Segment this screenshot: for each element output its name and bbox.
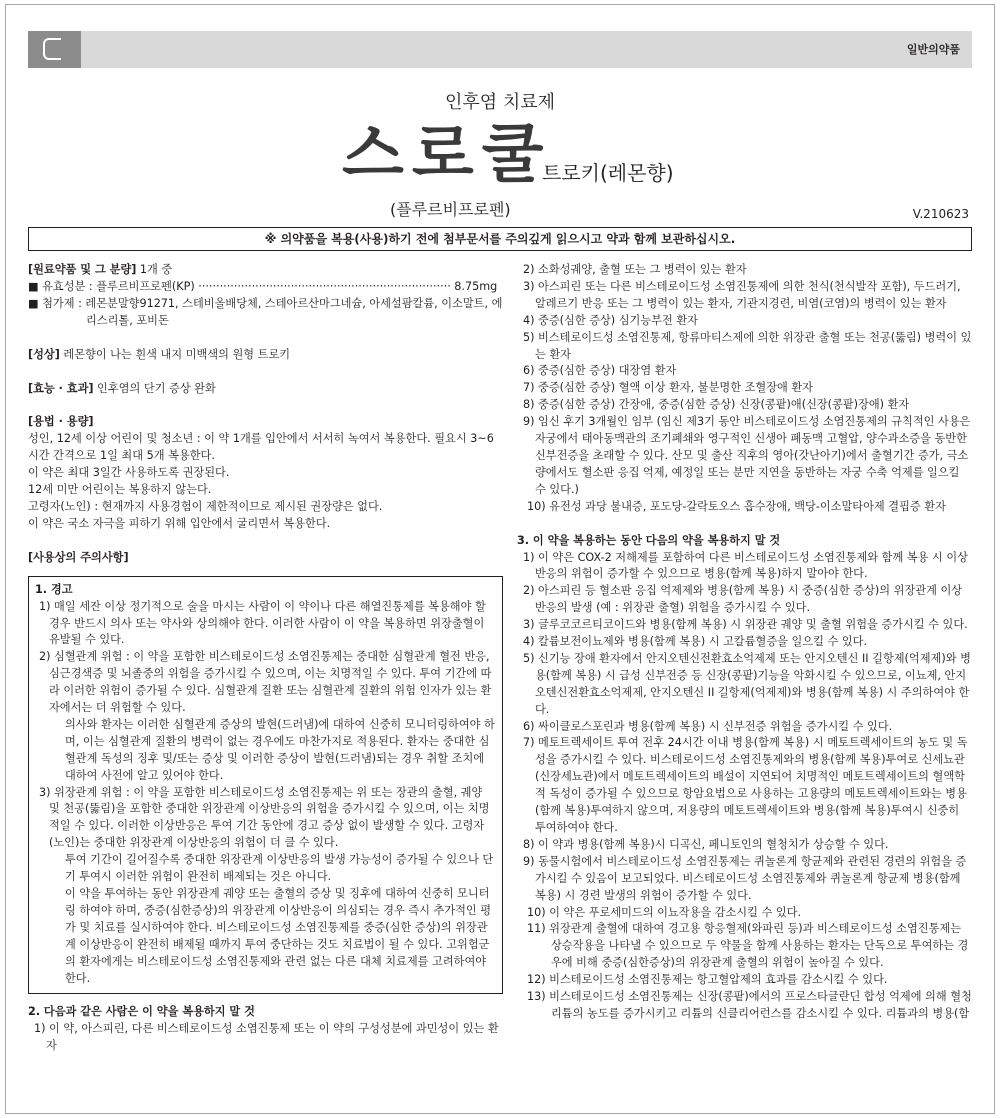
properties-line bbox=[28, 347, 503, 364]
contraindication-item: 10) 유전성 과당 불내증, 포도당-갈락토오스 흡수장애, 백당-이소말타아제 결핍증 환자 bbox=[527, 499, 946, 513]
warning-item: 1) 매일 세잔 이상 정기적으로 술을 마시는 사람이 이 약이나 다른 해열진통제를 복용해야 할 경우 반드시 의사 또는 약사와 상의해야 한다. 이러한 사람이 이 약을 복용하면 위장출혈이 유발될 수 있다. bbox=[39, 599, 486, 647]
dosage-line: 이 약은 최대 3일간 사용하도록 권장된다. bbox=[28, 466, 230, 480]
interaction-item: 8) 이 약과 병용(함께 복용)시 디곡신, 페니토인의 혈청치가 상승할 수 있다. bbox=[523, 837, 889, 851]
dosage-line: 이 약은 국소 자극을 피하기 위해 입안에서 굴리면서 복용한다. bbox=[28, 516, 331, 530]
dosage-heading: [용법 · 용량] bbox=[28, 415, 94, 429]
interaction-item: 13) 비스테로이드성 소염진통제는 신장(콩팥)에서의 프로스타글란딘 합성 억제에 의해 혈청 리튬의 농도를 증가시키고 리튬의 신클리어런스를 감소시킬 수 있다. 리튬과의 병용(함 bbox=[527, 990, 972, 1020]
contraindication-item: 4) 중증(심한 증상) 심기능부전 환자 bbox=[523, 313, 698, 327]
composition-heading-line bbox=[28, 262, 503, 279]
storage-notice: ※ 의약품을 복용(사용)하기 전에 첨부문서를 주의깊게 읽으시고 약과 함께 보관하십시오. bbox=[28, 227, 972, 251]
title-row bbox=[0, 115, 1000, 195]
properties-text: 레몬향이 나는 흰색 내지 미백색의 원형 트로키 bbox=[59, 347, 291, 361]
product-subtitle: 인후염 치료제 bbox=[444, 92, 556, 113]
interaction-item: 6) 싸이클로스포린과 병용(함께 복용) 시 신부전증 위험을 증가시킬 수 있다. bbox=[523, 719, 893, 733]
efficacy-heading: [효능 · 효과] bbox=[28, 381, 94, 395]
contraindication-item: 8) 중증(심한 증상) 간장애, 중증(심한 증상) 신장(콩팥)애(신장(콩팥)장애) 환자 bbox=[523, 398, 910, 412]
interaction-item: 3) 글루코코르티코이드와 병용(함께 복용) 시 위장관 궤양 및 출혈 위험을 증가시킬 수 있다. bbox=[523, 618, 968, 632]
interaction-item: 1) 이 약은 COX-2 저해제를 포함하여 다른 비스테로이드성 소염진통제와 함께 복용 시 이상반응의 위험이 증가할 수 있으므로 병용(함께 복용)하지 말아야 한다. bbox=[523, 550, 968, 581]
contraindication-item: 7) 중증(심한 증상) 혈액 이상 환자, 불분명한 조혈장애 환자 bbox=[523, 381, 813, 395]
contraindication-item: 6) 중증(심한 증상) 대장염 환자 bbox=[523, 364, 677, 378]
bracket-icon bbox=[43, 38, 61, 60]
composition-heading: [원료약품 및 그 분량] bbox=[28, 263, 137, 276]
contraindication-item: 3) 아스피린 또는 다른 비스테로이드성 소염진통제에 의한 천식(천식발작 포함), 두드러기, 알레르기 반응 또는 그 병력이 있는 환자, 기관지경련, 비염(코염)의 병력이 있는 환자 bbox=[523, 279, 961, 310]
interaction-item: 5) 신기능 장애 환자에서 안지오텐신전환효소억제제 또는 안지오텐신 II 길항제(억제제)와 병용(함께 복용) 시 급성 신부전증 등 신장(콩팥)기능을 악화시킬 수 있으므로, 이뇨제, 안지오텐신전환효소억제제, 안지오텐신 II 길항제(억제제)와 병용(함께 복용) 시 주의하여야 한다. bbox=[523, 651, 971, 716]
warning-box bbox=[28, 576, 503, 995]
interaction-item: 4) 칼륨보전이뇨제와 병용(함께 복용) 시 고칼륨혈증을 일으킬 수 있다. bbox=[523, 635, 868, 649]
interaction-item: 10) 이 약은 푸로세미드의 이뇨작용을 감소시킬 수 있다. bbox=[527, 905, 802, 919]
warning-paragraph: 이 약을 투여하는 동안 위장관계 궤양 또는 출혈의 증상 및 징후에 대하여 신중히 모니터링 하여야 하며, 중증(심한증상)의 위장관계 이상반응이 의심되는 경우 즉시 추가적인 평가 및 치료를 실시하여야 한다. 비스테로이드성 소염진통제를 중증(심한 증상)의 위장관계 이상반응이 완전히 배제될 때까지 투여 중단하는 것도 치료법이 될 수 있다. 고위험군의 환자에게는 비스테로이드성 소염진통제와 관련 없는 다른 대체 치료제를 고려하여야 한다. bbox=[65, 887, 492, 985]
additives: ■ 첨가제 : 레몬분말향91271, 스테비올배당체, 스테아르산마그네슘, 아세설팜칼륨, 이소말트, 에리스리톨, 포비돈 bbox=[28, 296, 503, 327]
warning-item: 3) 위장관계 위험 : 이 약을 포함한 비스테로이드성 소염진통제는 위 또는 장관의 출혈, 궤양 및 천공(뚫림)을 포함한 중대한 위장관계 이상반응의 위험을 증가시킬 수 있으며, 이는 치명적일 수 있다. 이러한 이상반응은 투여 기간 동안에 경고 증상 없이 발생할 수 있다. 고령자(노인)는 중대한 위장관계 이상반응의 위험이 더 클 수 있다. bbox=[39, 785, 490, 850]
interaction-item: 2) 아스피린 등 혈소판 응집 억제제와 병용(함께 복용) 시 중증(심한 증상)의 위장관계 이상반응의 발생 (예 : 위장관 출혈) 위험을 증가시킬 수 있다. bbox=[523, 584, 963, 615]
interactions-title: 3. 이 약을 복용하는 동안 다음의 약을 복용하지 말 것 bbox=[517, 533, 781, 547]
left-column bbox=[28, 262, 503, 1055]
dosage-form: 트로키(레몬향) bbox=[542, 161, 674, 185]
active-ingredient: ■ 유효성분 : 플루르비프로펜(KP) ······································································· 8.75mg bbox=[28, 279, 498, 293]
efficacy-text: 인후염의 단기 증상 완화 bbox=[93, 381, 216, 395]
interaction-item: 12) 비스테로이드성 소염진통제는 항고혈압제의 효과를 감소시킬 수 있다. bbox=[527, 973, 888, 987]
contraindication-item: 9) 임신 후기 3개월인 임부 (임신 제3기 동안 비스테로이드성 소염진통제의 규칙적인 사용은 자궁에서 태아동맥관의 조기폐쇄와 영구적인 신생아 폐동맥 고혈압, 양수과소증을 동반한 신부전증을 초래할 수 있다. 산모 및 출산 직후의 영아(갓난아기)에서 출혈기간 증가, 극소량에서도 혈소판 응집 억제, 예정일 또는 분만 지연을 동반하는 자궁 수축 억제를 일으킬 수 있다.) bbox=[523, 415, 971, 496]
contraindication-item: 1) 이 약, 아스피린, 다른 비스테로이드성 소염진통제 또는 이 약의 구성성분에 과민성이 있는 환자 bbox=[34, 1022, 499, 1053]
composition-per: 1개 중 bbox=[136, 263, 173, 276]
right-column bbox=[517, 262, 972, 1023]
dosage-line: 12세 미만 어린이는 복용하지 않는다. bbox=[28, 483, 212, 497]
dosage-line: 고령자(노인) : 현재까지 사용경험이 제한적이므로 제시된 권장량은 없다. bbox=[28, 499, 383, 513]
contraindication-item: 5) 비스테로이드성 소염진통제, 항류마티스제에 의한 위장관 출혈 또는 천공(뚫림) 병력이 있는 환자 bbox=[523, 330, 972, 361]
precautions-heading: [사용상의 주의사항] bbox=[28, 550, 129, 564]
warning-title: 1. 경고 bbox=[35, 582, 73, 596]
interaction-item: 11) 위장관계 출혈에 대하여 경고용 항응혈제(와파린 등)과 비스테로이드성 소염진통제는 상승작용을 나타낼 수 있으므로 두 약물을 함께 사용하는 환자는 단독으로 투여하는 경우에 비해 중증(심한증상)의 위장관계 출혈의 위험이 높아질 수 있다. bbox=[527, 922, 969, 970]
interaction-item: 9) 동물시험에서 비스테로이드성 소염진통제는 퀴놀론계 항균제와 관련된 경련의 위험을 증가시킬 수 있음이 보고되었다. 비스테로이드성 소염진통제와 퀴놀론계 항균제 병용(함께 복용) 시 경련 발생의 위험이 증가할 수 있다. bbox=[523, 854, 967, 902]
efficacy-line bbox=[28, 381, 503, 398]
dosage-line: 성인, 12세 이상 어린이 및 청소년 : 이 약 1개를 입안에서 서서히 녹여서 복용한다. 필요시 3~6시간 간격으로 1일 최대 5개 복용한다. bbox=[28, 432, 494, 463]
header-band bbox=[28, 31, 972, 68]
contraindications-title: 2. 다음과 같은 사람은 이 약을 복용하지 말 것 bbox=[28, 1005, 255, 1019]
interaction-item: 7) 메토트렉세이트 투여 전후 24시간 이내 병용(함께 복용) 시 메토트렉세이트의 농도 및 독성을 증가시킬 수 있다. 비스테로이드성 소염진통제와의 병용(함께 복용)투여로 신세뇨관(신장세뇨관)에서 메토트렉세이트의 배설이 지연되어 치명적인 메토트렉세이트의 혈액학적 독성이 증가될 수 있으므로 항암요법으로 사용하는 고용량의 메토트렉세이트와는 병용(함께 복용)투여하지 않으며, 저용량의 메토트렉세이트와 병용(함께 복용)투여시 신중히 투여하여야 한다. bbox=[523, 736, 968, 834]
properties-heading: [성상] bbox=[28, 347, 60, 361]
brand-name: 스로쿨 bbox=[342, 118, 552, 192]
warning-paragraph: 투여 기간이 길어질수록 중대한 위장관계 이상반응의 발생 가능성이 증가될 수 있으나 단기 투여시 이러한 위험이 완전히 배제되는 것은 아니다. bbox=[65, 853, 494, 884]
category-label: 일반의약품 bbox=[906, 43, 960, 56]
contraindication-item: 2) 소화성궤양, 출혈 또는 그 병력이 있는 환자 bbox=[523, 263, 747, 276]
ingredient-name: (플루르비프로펜) bbox=[390, 200, 511, 219]
version-code: V.210623 bbox=[912, 207, 969, 221]
warning-item: 2) 심혈관계 위험 : 이 약을 포함한 비스테로이드성 소염진통제는 중대한 심혈관계 혈전 반응, 심근경색증 및 뇌졸중의 위험을 증가시킬 수 있으며, 이는 치명적일 수 있다. 투여 기간에 따라 이러한 위험이 증가될 수 있다. 심혈관계 질환 또는 심혈관계 질환의 위험 인자가 있는 환자에서는 더 위험할 수 있다. bbox=[39, 650, 492, 715]
warning-paragraph: 의사와 환자는 이러한 심혈관계 증상의 발현(드러냄)에 대하여 신중히 모니터링하여야 하며, 이는 심혈관계 질환의 병력이 없는 경우에도 마찬가지로 적용된다. 환자는 중대한 심혈관계 독성의 징후 및/또는 증상 및 이러한 증상이 발현(드러냄)되는 경우 취할 조치에 대하여 사전에 알고 있어야 한다. bbox=[65, 717, 495, 782]
